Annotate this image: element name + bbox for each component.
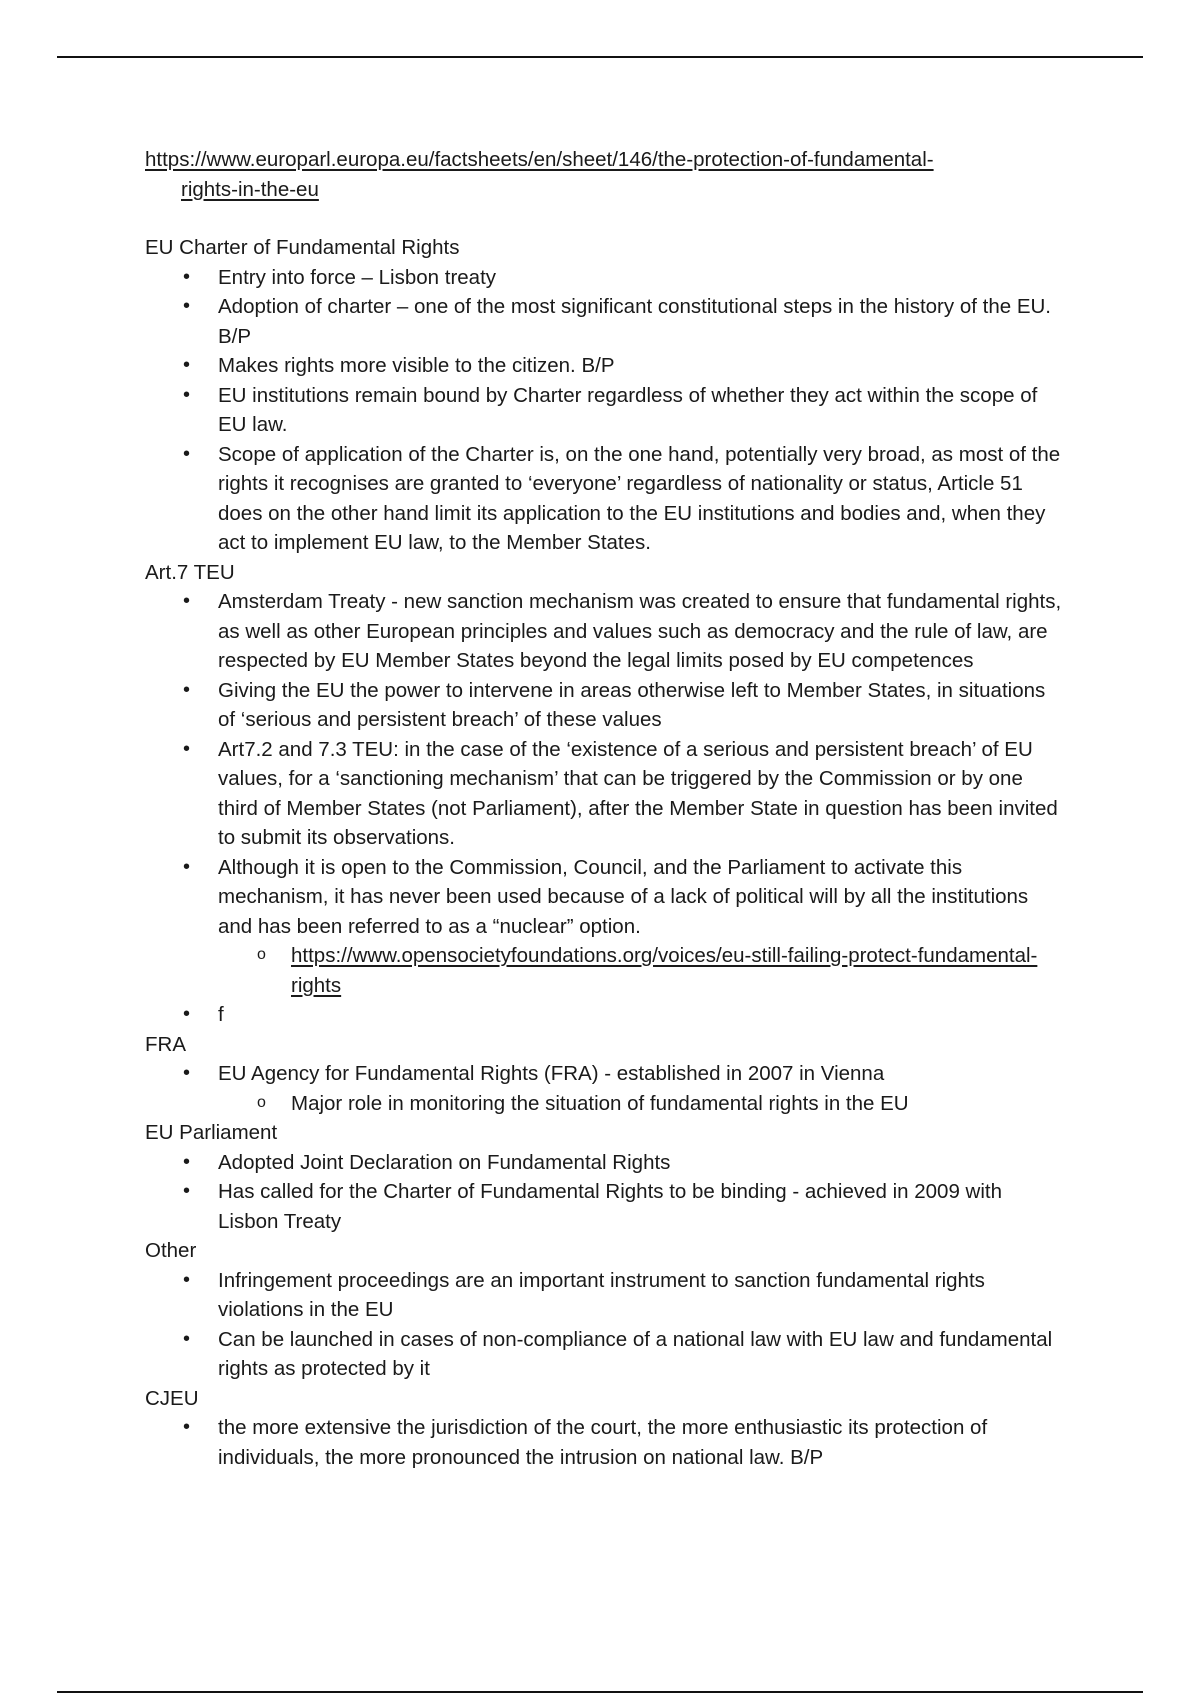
section-heading-cjeu: CJEU [145, 1386, 199, 1410]
section-heading-art7: Art.7 TEU [145, 560, 235, 584]
list-item: • Entry into force – Lisbon treaty [145, 263, 1065, 293]
list-item: • Adopted Joint Declaration on Fundamental Rights [145, 1148, 1065, 1178]
footer-rule [57, 1691, 1143, 1693]
list-item: • EU institutions remain bound by Charter regardless of whether they act within the scope of EU law. [145, 381, 1065, 440]
opensociety-link[interactable]: https://www.opensocietyfoundations.org/voices/eu-still-failing-protect-fundamental-rights [291, 944, 1038, 997]
list-item: • Giving the EU the power to intervene in areas otherwise left to Member States, in situations of ‘serious and persistent breach’ of these values [145, 676, 1065, 735]
section-heading-fra: FRA [145, 1032, 186, 1056]
list-item: • the more extensive the jurisdiction of the court, the more enthusiastic its protection of individuals, the more pronounced the intrusion on national law. B/P [145, 1413, 1065, 1472]
list-item: • Scope of application of the Charter is, on the one hand, potentially very broad, as most of the rights it recognises are granted to ‘everyone’ regardless of nationality or status, Article 51 does on the other hand limit its application to the EU institutions and bodies and, when they act to implement EU law, to the Member States. [145, 440, 1065, 558]
sub-list-item [145, 941, 1065, 1000]
section-heading-other: Other [145, 1239, 197, 1262]
source-link-block [145, 145, 1065, 204]
list-item: • Art7.2 and 7.3 TEU: in the case of the ‘existence of a serious and persistent breach’ of EU values, for a ‘sanctioning mechanism’ that can be triggered by the Commission or by one third of Member States (not Parliament), after the Member State in question has been invited to submit its observations. [145, 735, 1065, 853]
sub-list-art7 [145, 941, 1065, 1000]
document-body [145, 145, 1065, 1472]
list-item: • Adoption of charter – one of the most significant constitutional steps in the history of the EU. B/P [145, 292, 1065, 351]
sub-list-item: o Major role in monitoring the situation of fundamental rights in the EU [145, 1089, 1065, 1119]
section-list-art7 [145, 587, 1065, 941]
list-item: • Makes rights more visible to the citizen. B/P [145, 351, 1065, 381]
list-item: • Has called for the Charter of Fundamental Rights to be binding - achieved in 2009 with Lisbon Treaty [145, 1177, 1065, 1236]
list-item: • Amsterdam Treaty - new sanction mechanism was created to ensure that fundamental rights, as well as other European principles and values such as democracy and the rule of law, are respected by EU Member States beyond the legal limits posed by EU competences [145, 587, 1065, 676]
section-list-fra [145, 1059, 1065, 1089]
header-rule [57, 56, 1143, 58]
list-item: • f [145, 1000, 1065, 1030]
section-heading-charter: EU Charter of Fundamental Rights [145, 236, 460, 259]
section-list-art7-cont [145, 1000, 1065, 1030]
list-item: • Can be launched in cases of non-compliance of a national law with EU law and fundamental rights as protected by it [145, 1325, 1065, 1384]
section-list-other [145, 1266, 1065, 1384]
section-list-cjeu [145, 1413, 1065, 1472]
list-item: • Infringement proceedings are an important instrument to sanction fundamental rights violations in the EU [145, 1266, 1065, 1325]
list-item: • EU Agency for Fundamental Rights (FRA) - established in 2007 in Vienna [145, 1059, 1065, 1089]
sub-list-fra [145, 1089, 1065, 1119]
section-list-charter [145, 263, 1065, 558]
section-heading-parliament: EU Parliament [145, 1121, 278, 1144]
section-list-parliament [145, 1148, 1065, 1237]
source-link[interactable]: https://www.europarl.europa.eu/factsheets/en/sheet/146/the-protection-of-fundamental-rights-in-the-eu [145, 148, 934, 201]
list-item: • Although it is open to the Commission, Council, and the Parliament to activate this mechanism, it has never been used because of a lack of political will by all the institutions and has been referred to as a “nuclear” option. [145, 853, 1065, 942]
